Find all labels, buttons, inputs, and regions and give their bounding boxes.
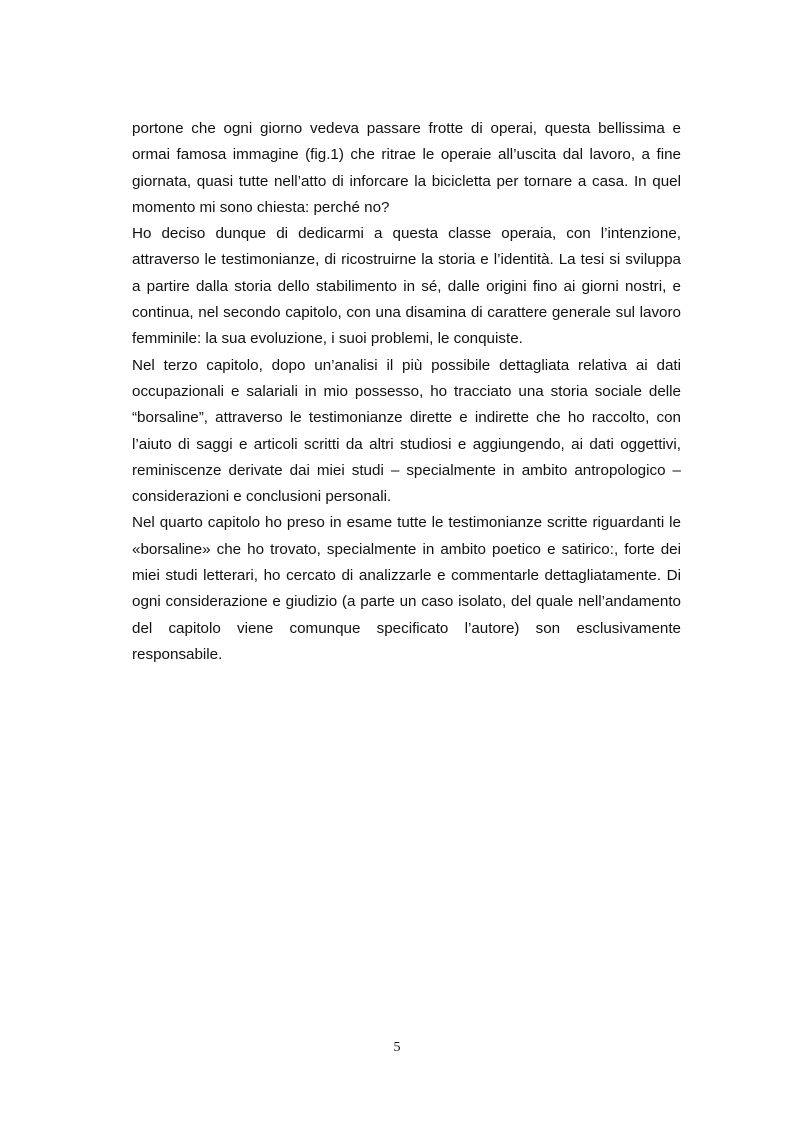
- paragraph: Nel quarto capitolo ho preso in esame tutte le testimonianze scritte riguardanti le «borsaline» che ho trovato, specialmente in ambito poetico e satirico:, forte dei miei studi letterari, ho cercato di analizzarle e commentarle dettagliatamente. Di ogni considerazione e giudizio (a parte un caso isolato, del quale nell’andamento del capitolo viene comunque specificato l’autore) son esclusivamente responsabile.: [132, 514, 681, 663]
- page-number: 5: [393, 1040, 401, 1055]
- body-text: [132, 116, 681, 668]
- paragraph: portone che ogni giorno vedeva passare frotte di operai, questa bellissima e ormai famosa immagine (fig.1) che ritrae le operaie all’uscita dal lavoro, a fine giornata, quasi tutte nell’atto di inforcare la bicicletta per tornare a casa. In quel momento mi sono chiesta: perché no?: [132, 120, 681, 216]
- paragraph: Nel terzo capitolo, dopo un’analisi il più possibile dettagliata relativa ai dati occupazionali e salariali in mio possesso, ho tracciato una storia sociale delle “borsaline”, attraverso le testimonianze dirette e indirette che ho raccolto, con l’aiuto di saggi e articoli scritti da altri studiosi e aggiungendo, ai dati oggettivi, reminiscenze derivate dai miei studi – specialmente in ambito antropologico – considerazioni e conclusioni personali.: [132, 356, 681, 506]
- paragraph: Ho deciso dunque di dedicarmi a questa classe operaia, con l’intenzione, attraverso le testimonianze, di ricostruirne la storia e l’identità. La tesi si sviluppa a partire dalla storia dello stabilimento in sé, dalle origini fino ai giorni nostri, e continua, nel secondo capitolo, con una disamina di carattere generale sul lavoro femminile: la sua evoluzione, i suoi problemi, le conquiste.: [132, 225, 681, 348]
